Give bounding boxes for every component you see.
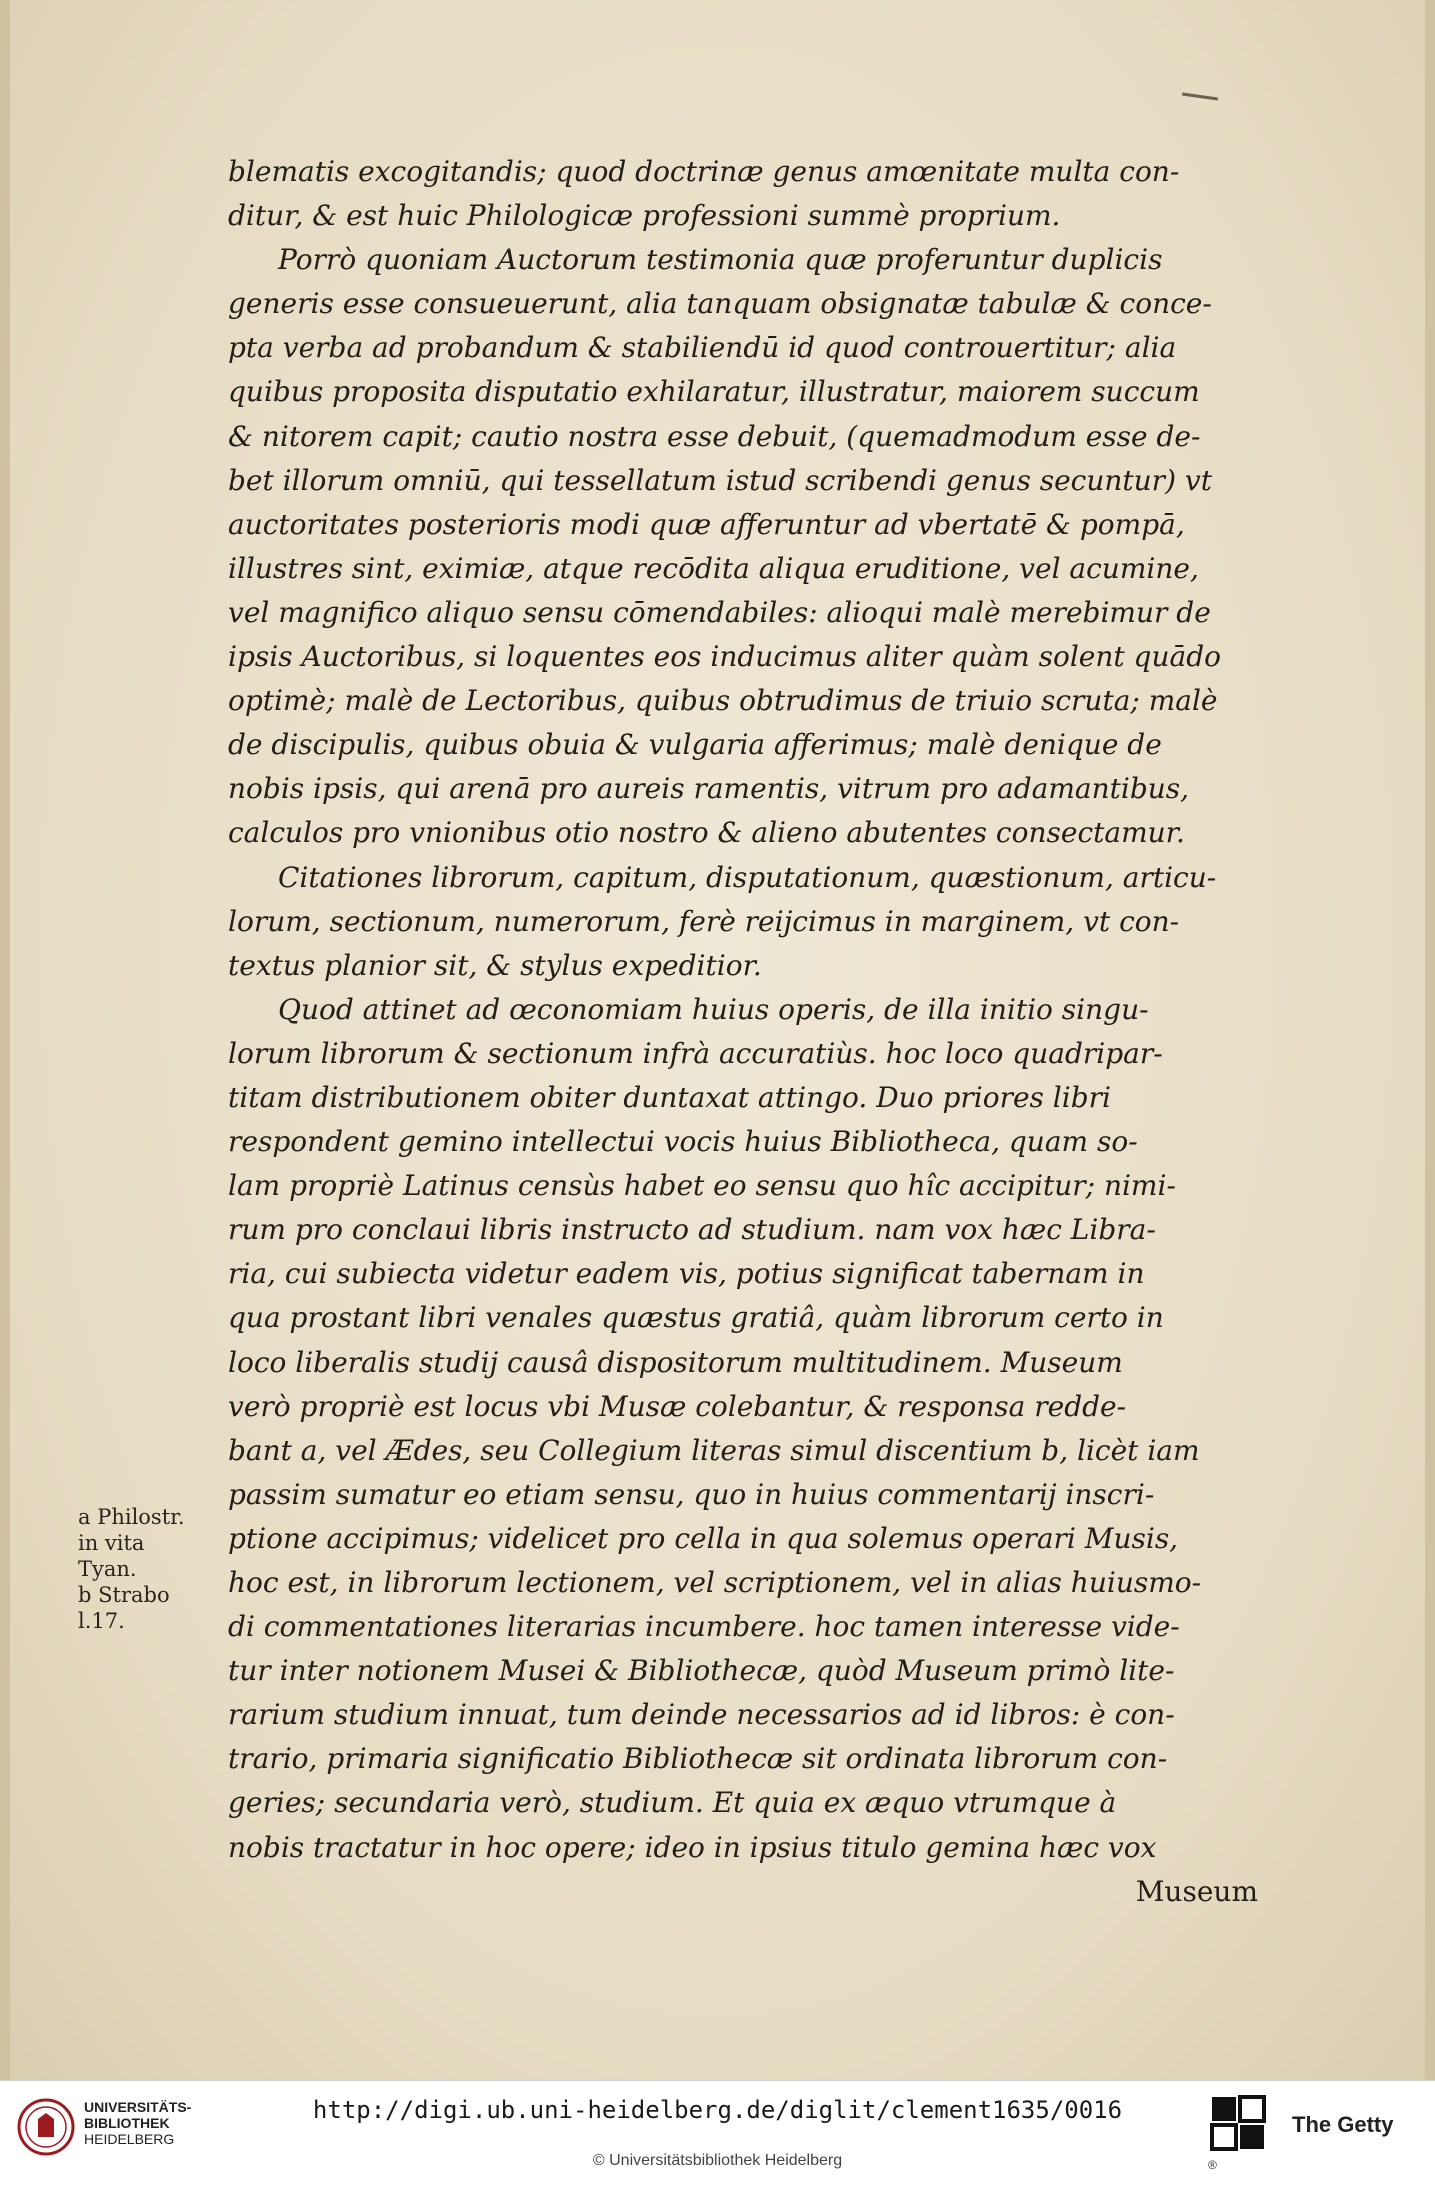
text-line: ipsis Auctoribus, si loquentes eos inducimus aliter quàm solent quādo [228, 640, 1221, 674]
text-line: qua prostant libri venales quæstus gratiâ, quàm librorum certo in [228, 1301, 1164, 1335]
text-line: auctoritates posterioris modi quæ afferuntur ad vbertatē & pompā, [228, 507, 1185, 541]
text-line: Quod attinet ad œconomiam huius operis, de illa initio singu- [278, 992, 1149, 1026]
page-edge-right [1425, 0, 1435, 2080]
text-line: loco liberalis studij causâ dispositorum multitudinem. Museum [228, 1345, 1123, 1379]
text-line: & nitorem capit; cautio nostra esse debuit, (quemadmodum esse de- [228, 419, 1201, 453]
text-line: rarium studium innuat, tum deinde necessarios ad id libros: è con- [228, 1698, 1175, 1732]
text-line: rum pro conclaui libris instructo ad studium. nam vox hæc Libra- [228, 1213, 1156, 1247]
text-line: nobis ipsis, qui arenā pro aureis ramentis, vitrum pro adamantibus, [228, 772, 1190, 806]
copyright-notice: © Universitätsbibliothek Heidelberg [592, 2152, 843, 2169]
text-line: calculos pro vnionibus otio nostro & alieno abutentes consectamur. [228, 816, 1185, 850]
margin-note-line: Tyan. [78, 1557, 137, 1581]
page-edge-left [0, 0, 10, 2080]
text-line: pta verba ad probandum & stabiliendū id quod controuertitur; alia [228, 331, 1177, 365]
text-line: textus planior sit, & stylus expeditior. [228, 948, 762, 982]
text-line: titam distributionem obiter duntaxat attingo. Duo priores libri [228, 1080, 1111, 1114]
scan-mark [1182, 93, 1218, 101]
margin-note-line: in vita [78, 1531, 145, 1555]
text-line: passim sumatur eo etiam sensu, quo in huius commentarij inscri- [228, 1477, 1155, 1511]
text-line: vel magnifico aliquo sensu cōmendabiles: alioqui malè merebimur de [228, 595, 1211, 629]
margin-note-line: a Philostr. [78, 1505, 185, 1529]
main-text [228, 150, 1258, 1914]
getty-logo-icon [1210, 2095, 1266, 2153]
text-line: illustres sint, eximiæ, atque recōdita aliqua eruditione, vel acumine, [228, 551, 1199, 585]
text-line: lam propriè Latinus censùs habet eo sensu quo hîc accipitur; nimi- [228, 1169, 1176, 1203]
margin-note-line: b Strabo [78, 1583, 170, 1607]
text-line: ditur, & est huic Philologicæ professioni summè proprium. [228, 199, 1061, 233]
text-line: blematis excogitandis; quod doctrinæ genus amœnitate multa con- [228, 155, 1180, 188]
text-line: respondent gemino intellectui vocis huius Bibliotheca, quam so- [228, 1125, 1138, 1159]
text-line: ria, cui subiecta videtur eadem vis, potius significat tabernam in [228, 1257, 1145, 1291]
text-line: generis esse consueuerunt, alia tanquam obsignatæ tabulæ & conce- [228, 287, 1212, 321]
margin-note-line: l.17. [78, 1609, 125, 1633]
text-line: bant a, vel Ædes, seu Collegium literas simul discentium b, licèt iam [228, 1433, 1200, 1467]
institution-line: HEIDELBERG [84, 2131, 175, 2147]
text-line: hoc est, in librorum lectionem, vel scriptionem, vel in alias huiusmo- [228, 1566, 1202, 1599]
text-line: Porrò quoniam Auctorum testimonia quæ proferuntur duplicis [278, 243, 1163, 277]
text-line: geries; secundaria verò, studium. Et quia ex æquo vtrumque à [228, 1786, 1117, 1820]
text-line: de discipulis, quibus obuia & vulgaria afferimus; malè denique de [228, 728, 1162, 762]
institution-line: UNIVERSITÄTS- [84, 2099, 192, 2115]
document-url[interactable]: http://digi.ub.uni-heidelberg.de/diglit/clement1635/0016 [312, 2096, 1123, 2124]
text-line: ptione accipimus; videlicet pro cella in qua solemus operari Musis, [228, 1521, 1179, 1555]
text-line: nobis tractatur in hoc opere; ideo in ipsius titulo gemina hæc vox [228, 1830, 1157, 1864]
text-line: Citationes librorum, capitum, disputationum, quæstionum, articu- [278, 860, 1217, 894]
catchword: Museum [1135, 1874, 1258, 1908]
institution-line: BIBLIOTHEK [84, 2115, 170, 2131]
text-line: trario, primaria significatio Bibliothecæ sit ordinata librorum con- [228, 1742, 1168, 1776]
margin-note [78, 1504, 218, 1634]
text-line: quibus proposita disputatio exhilaratur, illustratur, maiorem succum [228, 375, 1200, 409]
text-line: optimè; malè de Lectoribus, quibus obtrudimus de triuio scruta; malè [228, 684, 1218, 718]
text-line: tur inter notionem Musei & Bibliothecæ, quòd Museum primò lite- [228, 1654, 1175, 1688]
getty-label: The Getty [1292, 2112, 1394, 2137]
text-line: lorum, sectionum, numerorum, ferè reijcimus in marginem, vt con- [228, 904, 1180, 938]
registered-mark: ® [1208, 2158, 1217, 2172]
text-line: verò propriè est locus vbi Musæ colebantur, & responsa redde- [228, 1389, 1127, 1423]
text-line: bet illorum omniū, qui tessellatum istud scribendi genus secuntur) vt [228, 463, 1212, 497]
text-line: lorum librorum & sectionum infrà accuratiùs. hoc loco quadripar- [228, 1036, 1163, 1070]
text-line: di commentationes literarias incumbere. hoc tamen interesse vide- [228, 1610, 1180, 1644]
